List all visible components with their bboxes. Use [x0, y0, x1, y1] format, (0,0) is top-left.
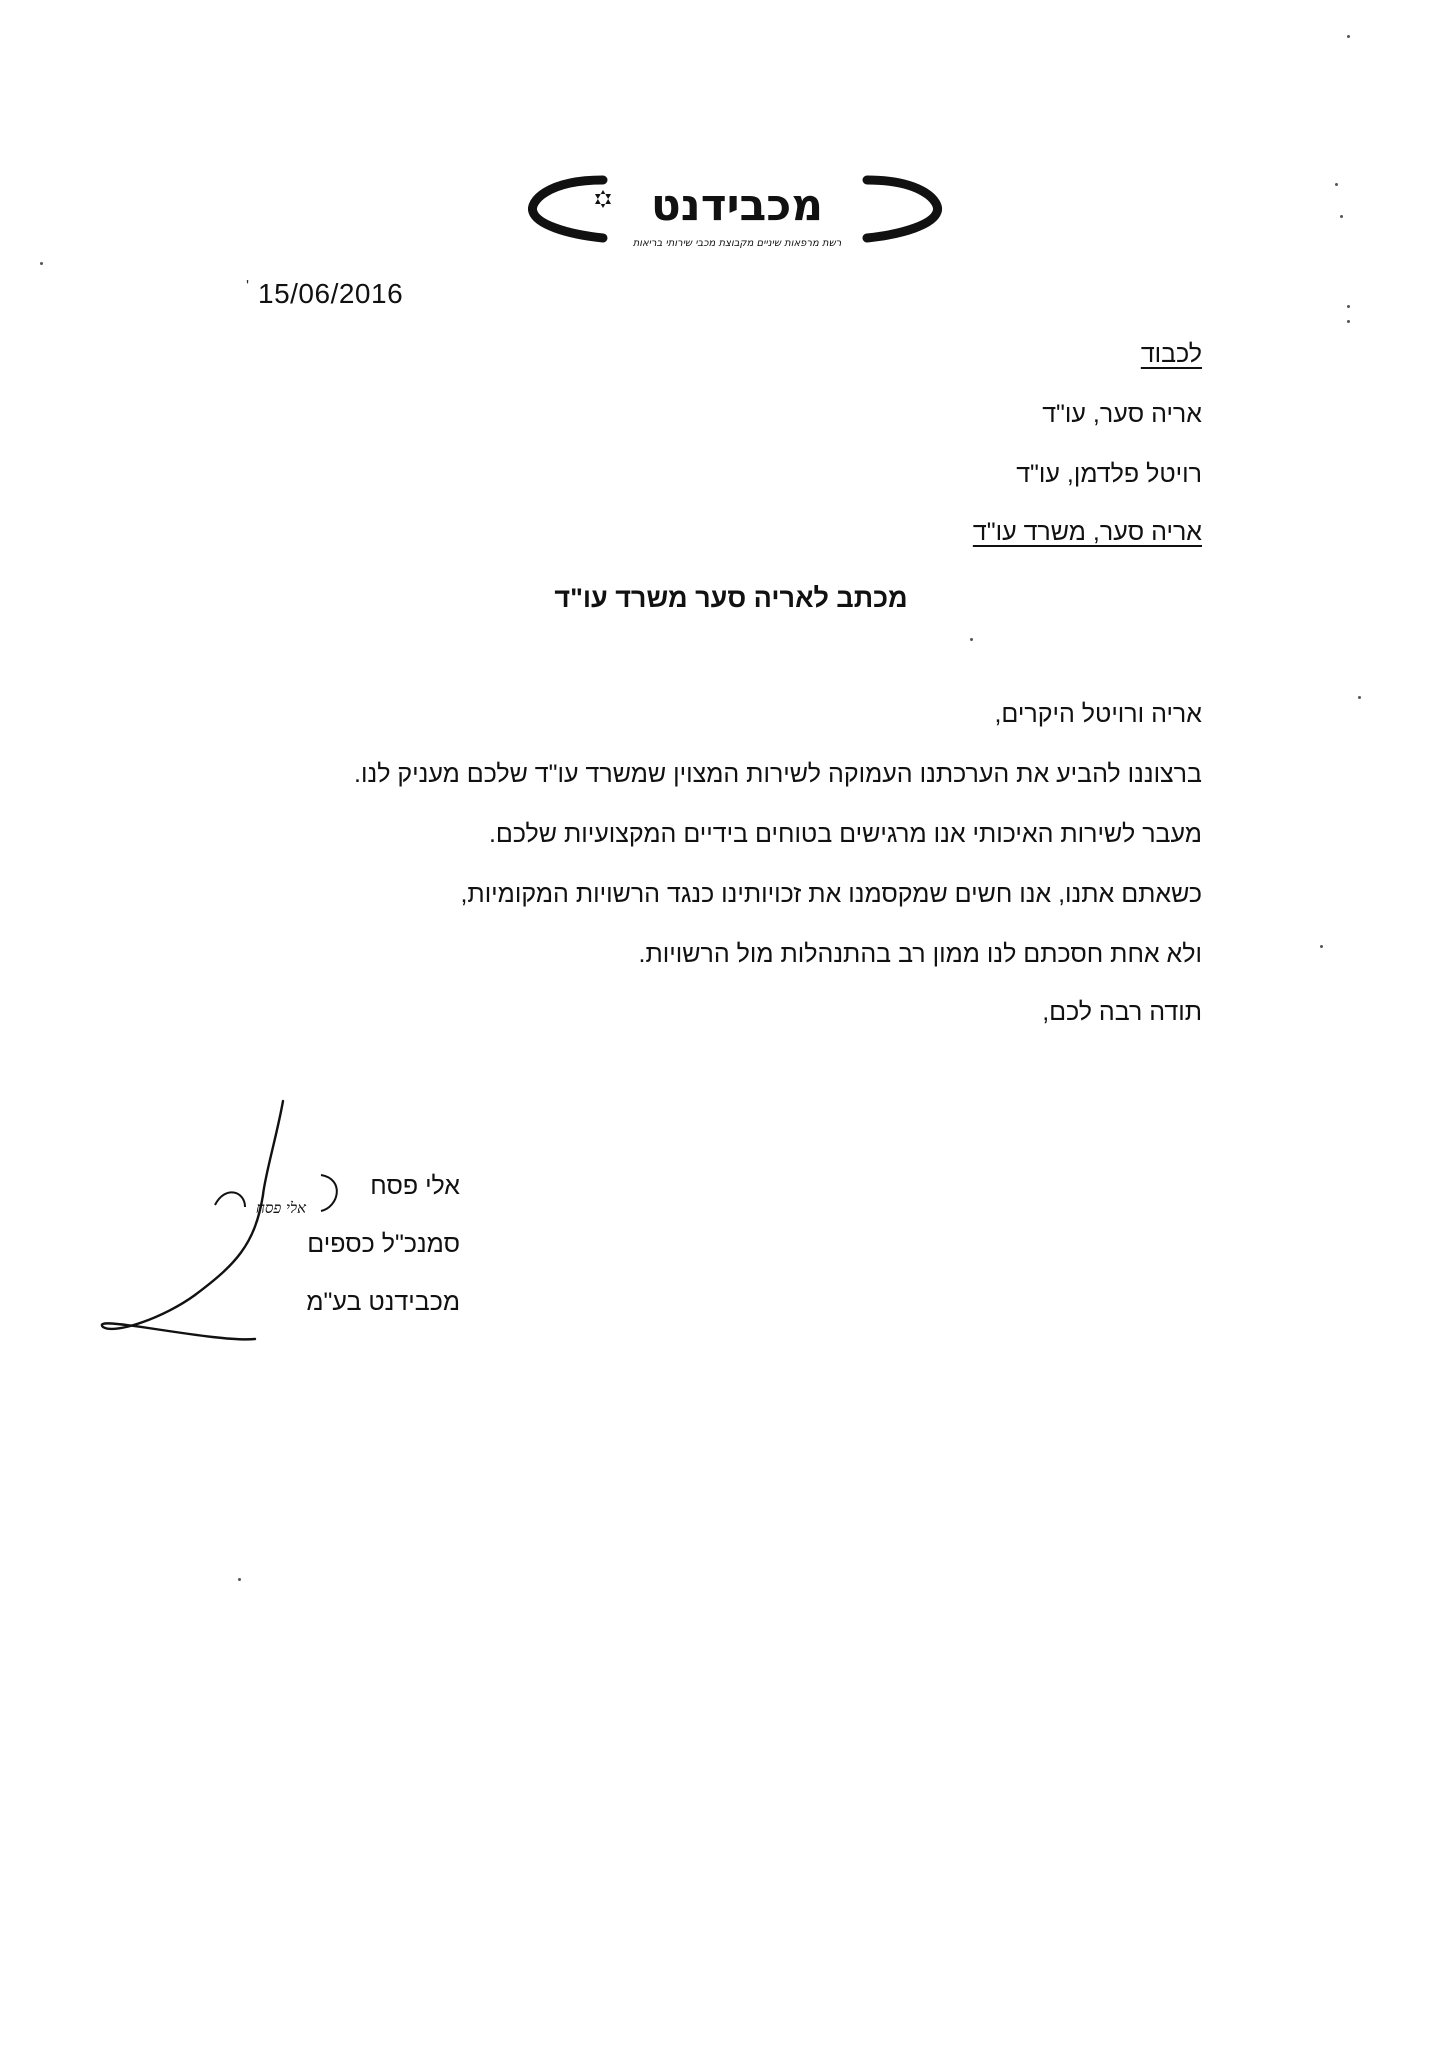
scan-speck	[970, 638, 973, 641]
signer-company: מכבידנט בע"מ	[306, 1288, 460, 1316]
signer-name: אלי פסח	[370, 1172, 460, 1200]
scan-speck	[40, 262, 43, 265]
scan-speck	[1340, 215, 1343, 218]
signer-title: סמנכ"ל כספים	[307, 1230, 460, 1258]
svg-text:מכבידנט: מכבידנט	[650, 180, 824, 231]
scan-speck	[1347, 320, 1350, 323]
scan-speck	[1358, 696, 1361, 699]
greeting: אריה ורויטל היקרים,	[994, 700, 1202, 728]
scan-speck	[1335, 183, 1338, 186]
scan-speck	[1320, 945, 1323, 948]
scan-mark: '	[246, 278, 250, 295]
scan-speck	[1347, 35, 1350, 38]
salutation: לכבוד	[1140, 340, 1202, 368]
svg-text:אלי פסח: אלי פסח	[256, 1199, 306, 1217]
letter-subject: מכתב לאריה סער משרד עו"ד	[554, 583, 908, 613]
body-paragraph: מעבר לשירות האיכותי אנו מרגישים בטוחים בידיים המקצועיות שלכם.	[488, 820, 1202, 848]
recipient-line: אריה סער, משרד עו"ד	[972, 518, 1202, 546]
body-paragraph: ולא אחת חסכתם לנו ממון רב בהתנהלות מול הרשויות.	[638, 940, 1202, 968]
scan-speck	[238, 1578, 241, 1581]
company-logo	[525, 168, 945, 252]
scan-speck	[1347, 305, 1350, 308]
recipient-line: רויטל פלדמן, עו"ד	[1016, 460, 1202, 488]
closing-line: תודה רבה לכם,	[1042, 998, 1202, 1026]
body-paragraph: ברצוננו להביע את הערכתנו העמוקה לשירות המצוין שמשרד עו"ד שלכם מעניק לנו.	[354, 760, 1202, 788]
svg-text:רשת מרפאות שיניים מקבוצת מכבי: רשת מרפאות שיניים מקבוצת מכבי שירותי בריאות	[632, 238, 842, 249]
letter-date: 15/06/2016	[258, 278, 404, 309]
body-paragraph: כשאתם אתנו, אנו חשים שמקסמנו את זכויותינו כנגד הרשויות המקומיות,	[460, 880, 1202, 908]
recipient-line: אריה סער, עו"ד	[1042, 400, 1202, 428]
